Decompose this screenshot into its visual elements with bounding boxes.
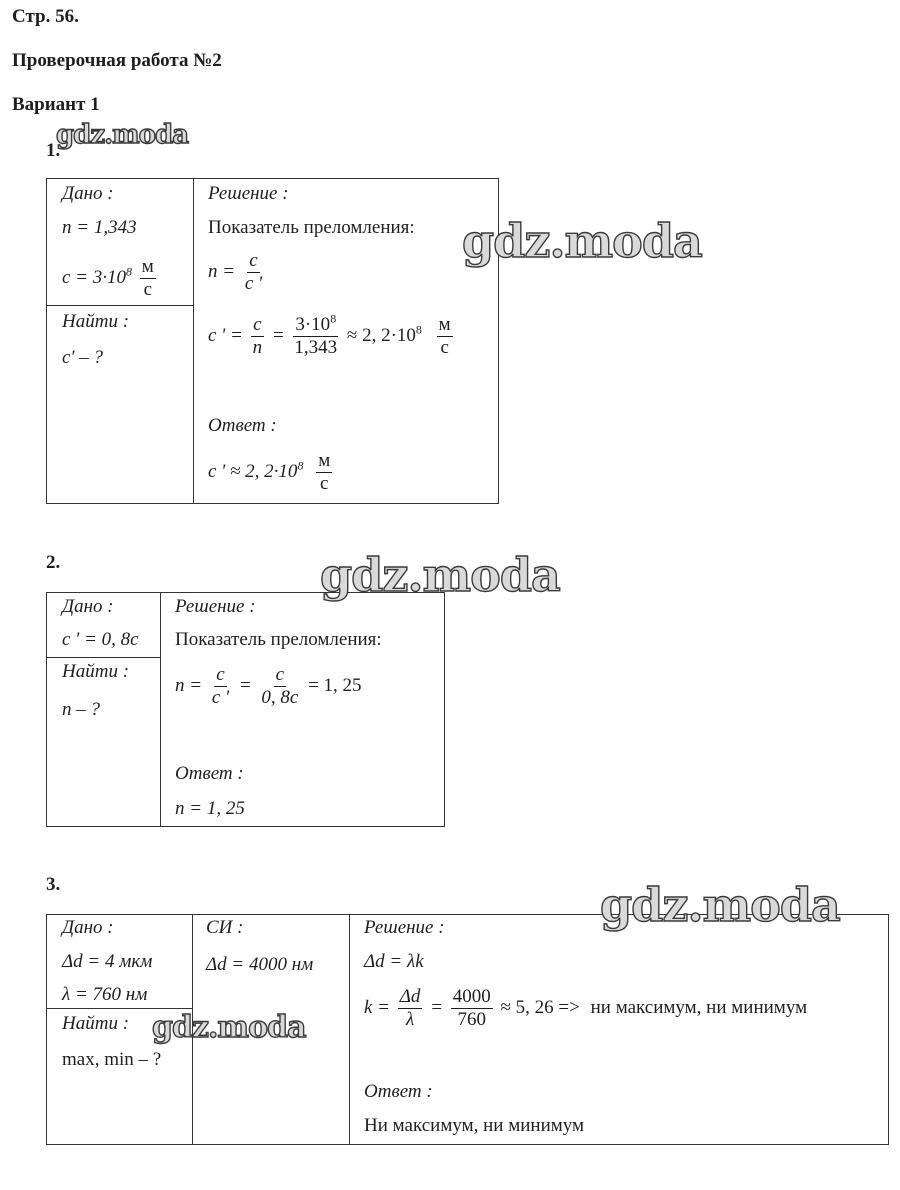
variant-title: Вариант 1 [12,94,100,115]
answer-value: n = 1, 25 [175,798,245,819]
answer-label: Ответ : [175,763,244,784]
watermark: gdz.moda [462,214,702,268]
given-label: Дано : [62,596,114,617]
solution-text: Показатель преломления: [208,217,415,238]
find-value: n – ? [62,699,100,720]
watermark: gdz.moda [56,120,189,150]
answer-value: c ' ≈ 2, $2\cdot 10^8$ $\frac{м}{с}$ [208,450,331,494]
given-label: Дано : [62,917,114,938]
find-label: Найти : [62,1013,130,1034]
answer-value: Ни максимум, ни минимум [364,1115,585,1136]
given-n: n = 1,343 [62,217,137,238]
given-delta-d: Δd = 4 мкм [62,951,153,972]
answer-label: Ответ : [364,1081,433,1102]
given-label: Дано : [62,183,114,204]
given-c: $c = 3\cdot 10^8$ $\frac{м}{с}$ [62,256,154,300]
given-c-prime: c ' = 0, 8c [62,629,139,650]
find-label: Найти : [62,661,130,682]
solution-text: Показатель преломления: [175,629,382,650]
solution-label: Решение : [364,917,445,938]
find-label: Найти : [62,311,130,332]
solution-label: Решение : [175,596,256,617]
si-label: СИ : [206,917,244,938]
problem-1-number: 1. [46,140,61,161]
given-lambda: λ = 760 нм [62,984,148,1005]
solution-formula: Δd = λk [364,951,424,972]
formula-k: k = $\frac{\Delta d}{\lambda}$ = $\frac{4000}{760}$ ≈ 5, 26 => ни максимум, ни минимум [364,986,808,1030]
page-number: Стр. 56. [12,6,79,27]
problem-2-number: 2. [46,552,61,573]
formula-n: n = $\frac{c}{c '}$ [208,250,263,294]
find-value: max, min – ? [62,1049,162,1070]
find-value: c' – ? [62,347,103,368]
work-title: Проверочная работа №2 [12,50,222,71]
watermark: gdz.moda [320,548,560,602]
watermark: gdz.moda [600,878,840,932]
formula-n: n = $\frac{c}{c '}$ = $\frac{c}{0, 8c}$ = 1, 25 [175,664,362,708]
watermark: gdz.moda [152,1010,306,1045]
si-value: Δd = 4000 нм [206,954,314,975]
formula-c-prime: c ' = $\frac{c}{n}$ = $\frac{3\cdot 10^8}{1,343}$ ≈ 2, $2\cdot 10^8$ $\frac{м}{с}$ [208,311,451,358]
answer-label: Ответ : [208,415,277,436]
problem-3-number: 3. [46,874,61,895]
solution-label: Решение : [208,183,289,204]
